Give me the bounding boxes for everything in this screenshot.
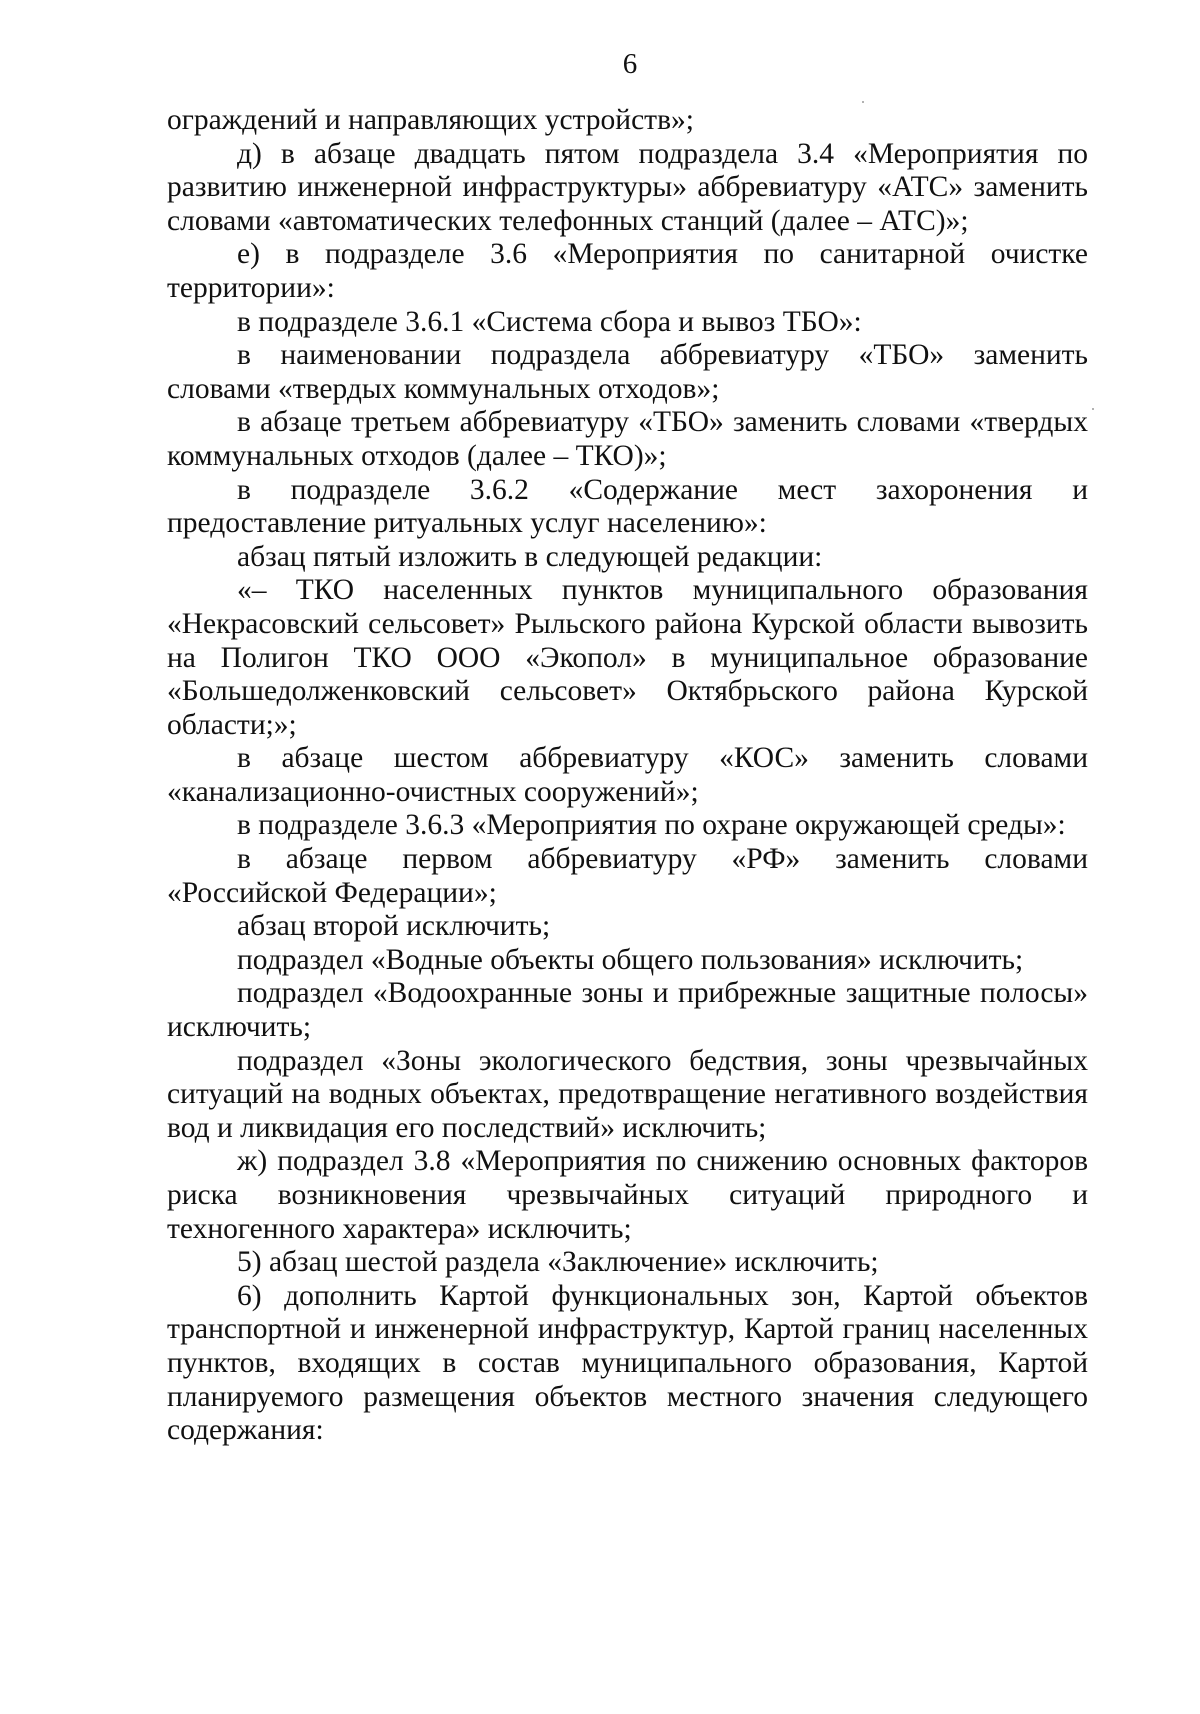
page-number: 6	[622, 48, 638, 80]
paragraph: в наименовании подраздела аббревиатуру «ТБО» заменить словами «твердых коммунальных отходов»;	[167, 339, 1088, 405]
paragraph-subsection-3-6-3: в подразделе 3.6.3 «Мероприятия по охране окружающей среды»:	[237, 809, 1066, 842]
paragraph: в абзаце первом аббревиатуру «РФ» заменить словами «Российской Федерации»;	[167, 843, 1088, 909]
scan-speck	[1092, 408, 1094, 410]
paragraph-item-e: е) в подразделе 3.6 «Мероприятия по санитарной очистке территории»:	[167, 238, 1088, 304]
document-body	[167, 104, 1088, 1448]
paragraph-subsection-3-6-2: в подразделе 3.6.2 «Содержание мест захоронения и предоставление ритуальных услуг населению»:	[167, 473, 1088, 540]
scan-speck	[862, 101, 864, 103]
paragraph-item-5: 5) абзац шестой раздела «Заключение» исключить;	[237, 1246, 879, 1279]
paragraph-quoted-text: «– ТКО населенных пунктов муниципального образования «Некрасовский сельсовет» Рыльского района Курской области вывозить на Полигон ТКО ООО «Экопол» в муниципальное образование «Большедолженковский сельсовет» Октябрьского района Курской области;»;	[167, 574, 1088, 741]
paragraph: абзац пятый изложить в следующей редакции:	[237, 540, 823, 573]
paragraph: в абзаце шестом аббревиатуру «КОС» заменить словами «канализационно-очистных сооружений»;	[167, 742, 1088, 808]
paragraph-subsection-3-6-1: в подразделе 3.6.1 «Система сбора и вывоз ТБО»:	[237, 305, 862, 338]
paragraph-item-6: 6) дополнить Картой функциональных зон, Картой объектов транспортной и инженерной инфраструктур, Картой границ населенных пунктов, входящих в состав муниципального образования, Картой планируемого размещения объектов местного значения следующего содержания:	[167, 1279, 1088, 1447]
paragraph-continuation: ограждений и направляющих устройств»;	[167, 104, 694, 136]
paragraph: абзац второй исключить;	[237, 910, 551, 943]
paragraph: в абзаце третьем аббревиатуру «ТБО» заменить словами «твердых коммунальных отходов (далее – ТКО)»;	[167, 406, 1088, 472]
paragraph: подраздел «Зоны экологического бедствия, зоны чрезвычайных ситуаций на водных объектах, предотвращение негативного воздействия вод и ликвидация его последствий» исключить;	[167, 1044, 1088, 1144]
paragraph: подраздел «Водные объекты общего пользования» исключить;	[237, 943, 1024, 976]
paragraph-item-zh: ж) подраздел 3.8 «Мероприятия по снижению основных факторов риска возникновения чрезвычайных ситуаций природного и техногенного характера» исключить;	[167, 1145, 1088, 1245]
paragraph: подраздел «Водоохранные зоны и прибрежные защитные полосы» исключить;	[167, 977, 1088, 1044]
paragraph-item-d: д) в абзаце двадцать пятом подраздела 3.4 «Мероприятия по развитию инженерной инфраструктуры» аббревиатуру «АТС» заменить словами «автоматических телефонных станций (далее – АТС)»;	[167, 137, 1088, 237]
